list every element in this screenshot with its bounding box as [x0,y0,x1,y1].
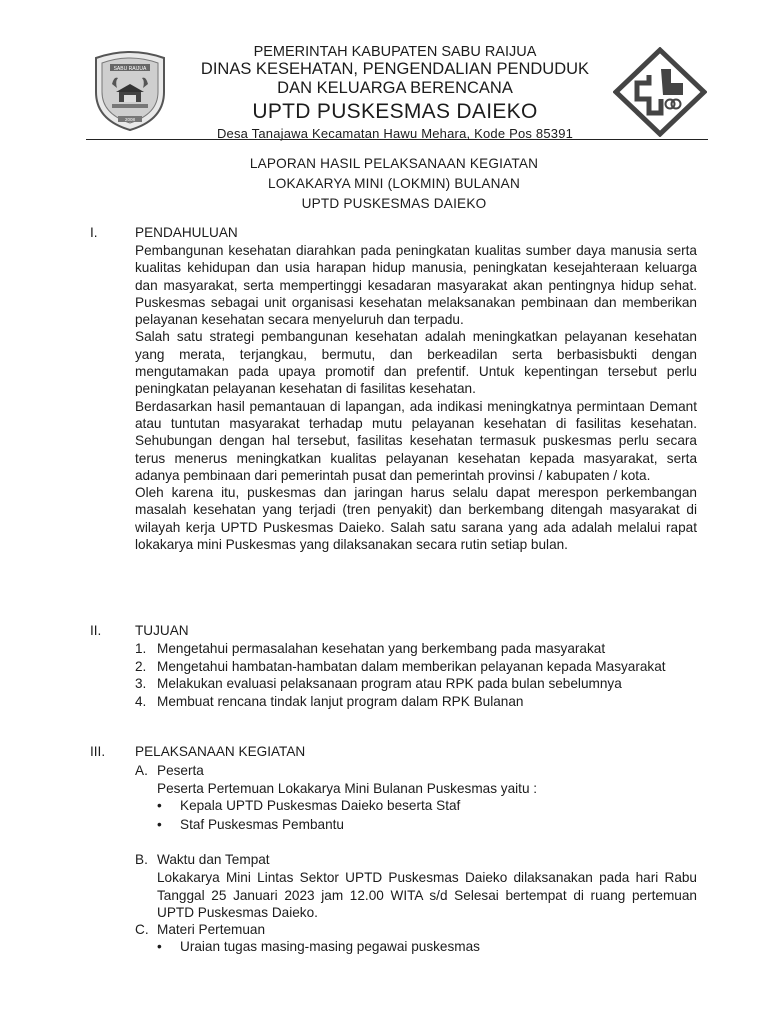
title-line2: LOKAKARYA MINI (LOKMIN) BULANAN [268,176,520,191]
list-item: • Uraian tugas masing-masing pegawai puskesmas [157,939,480,954]
list-item: 4. Membuat rencana tindak lanjut program dalam RPK Bulanan [135,693,524,709]
materials-list [157,938,697,957]
paragraph: Pembangunan kesehatan diarahkan pada peningkatan kualitas sumber daya manusia serta kualitas kehidupan dan usia harapan hidup manusia, peningkatan kesejahteraan keluarga dan masyarakat, serta mempertinggi kesadaran masyarakat akan pentingnya hidup sehat. Puskesmas sebagai unit organisasi kesehatan melaksanakan pembinaan dan memberikan pelayanan kesehatan secara menyeluruh dan terpadu. [135,243,697,328]
list-item: 2. Mengetahui hambatan-hambatan dalam memberikan pelayanan kepada Masyarakat [135,658,666,674]
section2-number: II. [90,623,102,638]
time-place-text: Lokakarya Mini Lintas Sektor UPTD Puskesmas Daieko dilaksanakan pada hari Rabu Tanggal 25 Januari 2023 jam 12.00 WITA s/d Selesai bertempat di ruang pertemuan UPTD Puskesmas Daieko. [157,870,697,921]
section2-heading: TUJUAN [135,623,189,638]
section1-heading: PENDAHULUAN [135,225,238,240]
svg-text:2008: 2008 [124,117,136,122]
section1-number: I. [90,225,98,240]
section3-heading: PELAKSANAAN KEGIATAN [135,744,306,759]
puskesmas-logo [613,47,707,137]
list-item: • Kepala UPTD Puskesmas Daieko beserta Staf [157,798,461,813]
puskesmas-name: UPTD PUSKESMAS DAIEKO [252,100,538,123]
section3-number: III. [90,744,106,759]
paragraph: Oleh karena itu, puskesmas dan jaringan harus selalu dapat merespon perkembangan masalah kesehatan yang terjadi (tren penyakit) dan berkembang ditengah masyarakat di wilayah kerja UPTD Puskesmas Daieko. Salah satu sarana yang ada adalah melalui rapat lokakarya mini Puskesmas yang dilaksanakan secara rutin setiap bulan. [135,485,697,553]
agency-name-line2: DAN KELUARGA BERENCANA [277,79,513,97]
paragraph: Berdasarkan hasil pemantauan di lapangan, ada indikasi meningkatnya permintaan Demant atau tuntutan masyarakat terhadap mutu pelayanan kesehatan di fasilitas kesehatan. Sehubungan dengan hal tersebut, fasilitas kesehatan termasuk puskesmas perlu secara terus menerus meningkatkan kualitas pelayanan kesehatan kepada masyarakat, serta adanya pembinaan dari pemerintah pusat dan pemerintah provinsi / kabupaten / kota. [135,398,697,483]
subsection-a-heading: A. Peserta [135,763,204,778]
agency-name-line1: DINAS KESEHATAN, PENGENDALIAN PENDUDUK [200,60,590,78]
subsection-c-heading: C. Materi Pertemuan [135,922,266,937]
letterhead-divider [86,139,708,140]
svg-text:SABU RAIJUA: SABU RAIJUA [113,66,147,72]
list-item: • Staf Puskesmas Pembantu [157,816,344,832]
subsection-b-heading: B. Waktu dan Tempat [135,852,270,867]
participants-list [157,797,697,834]
participants-intro: Peserta Pertemuan Lokakarya Mini Bulanan Puskesmas yaitu : [157,781,538,796]
address: Desa Tanajawa Kecamatan Hawu Mehara, Kode Pos 85391 [216,126,574,141]
section1-body [135,242,697,553]
list-item: 3. Melakukan evaluasi pelaksanaan program atau RPK pada bulan sebelumnya [135,676,622,692]
sabu-raijua-regency-emblem [88,48,172,132]
report-title [0,154,768,214]
list-item: 1. Mengetahui permasalahan kesehatan yang berkembang pada masyarakat [135,641,606,656]
government-name: PEMERINTAH KABUPATEN SABU RAIJUA [253,44,537,60]
title-line1: LAPORAN HASIL PELAKSANAAN KEGIATAN [249,156,539,171]
letterhead-text [180,44,610,141]
paragraph: Salah satu strategi pembangunan kesehatan adalah meningkatkan pelayanan kesehatan yang merata, terjangkau, bermutu, dan berkeadilan serta berbasisbukti dengan mengutamakan pada upaya promotif dan prefentif. Untuk kepentingan tersebut perlu peningkatan pelayanan kesehatan di fasilitas kesehatan. [135,329,697,397]
objectives-list [135,640,697,710]
title-line3: UPTD PUSKESMAS DAIEKO [301,196,487,211]
